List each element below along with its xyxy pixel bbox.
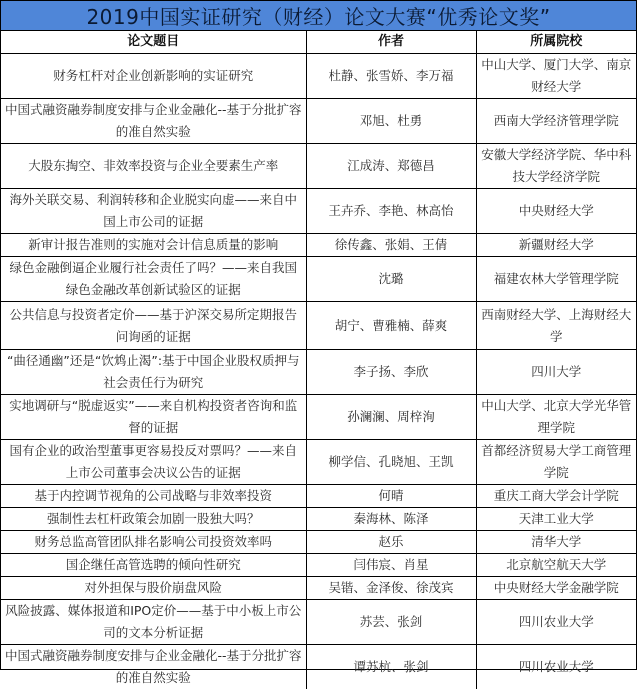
table-row [1,554,636,577]
school-cell: 西南财经大学、上海财经大学 [476,302,636,350]
paper-title-cell: 财务总监高管团队排名影响公司投资效率吗 [1,531,306,554]
school-cell: 四川大学 [476,350,636,395]
header-authors: 作者 [306,31,476,54]
authors-cell: 李子扬、李欣 [306,350,476,395]
school-cell: 福建农林大学管理学院 [476,257,636,302]
paper-title-cell: 风险披露、媒体报道和IPO定价——基于中小板上市公司的文本分析证据 [1,600,306,645]
header-school: 所属院校 [476,31,636,54]
authors-cell: 江成涛、郑德昌 [306,144,476,189]
school-cell: 新疆财经大学 [476,234,636,257]
paper-title-cell: 实地调研与“脱虚返实”——来自机构投资者咨询和监督的证据 [1,395,306,440]
paper-title-cell: 大股东掏空、非效率投资与企业全要素生产率 [1,144,306,189]
table-row [1,144,636,189]
authors-cell: 徐传鑫、张娟、王倩 [306,234,476,257]
authors-cell: 杜静、张雪娇、李万福 [306,54,476,99]
school-cell: 北京航空航天大学 [476,554,636,577]
school-cell: 首都经济贸易大学工商管理学院 [476,440,636,485]
authors-cell: 闫伟宸、肖星 [306,554,476,577]
table-row [1,440,636,485]
school-cell: 西南大学经济管理学院 [476,99,636,144]
authors-cell: 王卉乔、李艳、林高怡 [306,189,476,234]
authors-cell: 柳学信、孔晓旭、王凯 [306,440,476,485]
school-cell: 中央财经大学 [476,189,636,234]
school-cell: 中央财经大学金融学院 [476,577,636,600]
table-row [1,257,636,302]
paper-title-cell: 海外关联交易、利润转移和企业脱实向虚——来自中国上市公司的证据 [1,189,306,234]
school-cell: 安徽大学经济学院、华中科技大学经济学院 [476,144,636,189]
school-cell: 中山大学、厦门大学、南京财经大学 [476,54,636,99]
school-cell: 四川农业大学 [476,645,636,689]
paper-title-cell: 中国式融资融券制度安排与企业金融化--基于分批扩容的准自然实验 [1,645,306,689]
paper-title-cell: 国有企业的政治型董事更容易投反对票吗？——来自上市公司董事会决议公告的证据 [1,440,306,485]
paper-title-cell: 国企继任高管选聘的倾向性研究 [1,554,306,577]
paper-title-cell: 公共信息与投资者定价——基于沪深交易所定期报告问询函的证据 [1,302,306,350]
paper-title-cell: “曲径通幽”还是“饮鸩止渴”:基于中国企业股权质押与社会责任行为研究 [1,350,306,395]
table-row [1,531,636,554]
school-cell: 四川农业大学 [476,600,636,645]
table-row [1,485,636,508]
sheet-title: 2019中国实证研究（财经）论文大赛“优秀论文奖” [1,1,636,31]
school-cell: 清华大学 [476,531,636,554]
table-row [1,395,636,440]
school-cell: 中山大学、北京大学光华管理学院 [476,395,636,440]
school-cell: 重庆工商大学会计学院 [476,485,636,508]
authors-cell: 苏芸、张剑 [306,600,476,645]
authors-cell: 孙澜澜、周梓洵 [306,395,476,440]
authors-cell: 邓旭、杜勇 [306,99,476,144]
table-row [1,234,636,257]
table-row [1,54,636,99]
paper-title-cell: 绿色金融倒逼企业履行社会责任了吗？——来自我国绿色金融改革创新试验区的证据 [1,257,306,302]
table-row [1,577,636,600]
table-row [1,508,636,531]
table-row [1,350,636,395]
paper-title-cell: 强制性去杠杆政策会加剧一股独大吗？ [1,508,306,531]
table-row [1,645,636,689]
school-cell: 天津工业大学 [476,508,636,531]
authors-cell: 胡宁、曹雅楠、薛爽 [306,302,476,350]
header-row [1,31,636,54]
table-row [1,600,636,645]
paper-title-cell: 新审计报告准则的实施对会计信息质量的影响 [1,234,306,257]
paper-title-cell: 财务杠杆对企业创新影响的实证研究 [1,54,306,99]
authors-cell: 赵乐 [306,531,476,554]
table-row [1,99,636,144]
awards-table [1,31,636,689]
authors-cell: 秦海林、陈泽 [306,508,476,531]
table-row [1,189,636,234]
authors-cell: 谭苏杭、张剑 [306,645,476,689]
authors-cell: 何晴 [306,485,476,508]
table-row [1,302,636,350]
header-paper-title: 论文题目 [1,31,306,54]
paper-title-cell: 中国式融资融券制度安排与企业金融化--基于分批扩容的准自然实验 [1,99,306,144]
authors-cell: 吴锴、金泽俊、徐茂宾 [306,577,476,600]
paper-title-cell: 对外担保与股价崩盘风险 [1,577,306,600]
paper-title-cell: 基于内控调节视角的公司战略与非效率投资 [1,485,306,508]
authors-cell: 沈璐 [306,257,476,302]
